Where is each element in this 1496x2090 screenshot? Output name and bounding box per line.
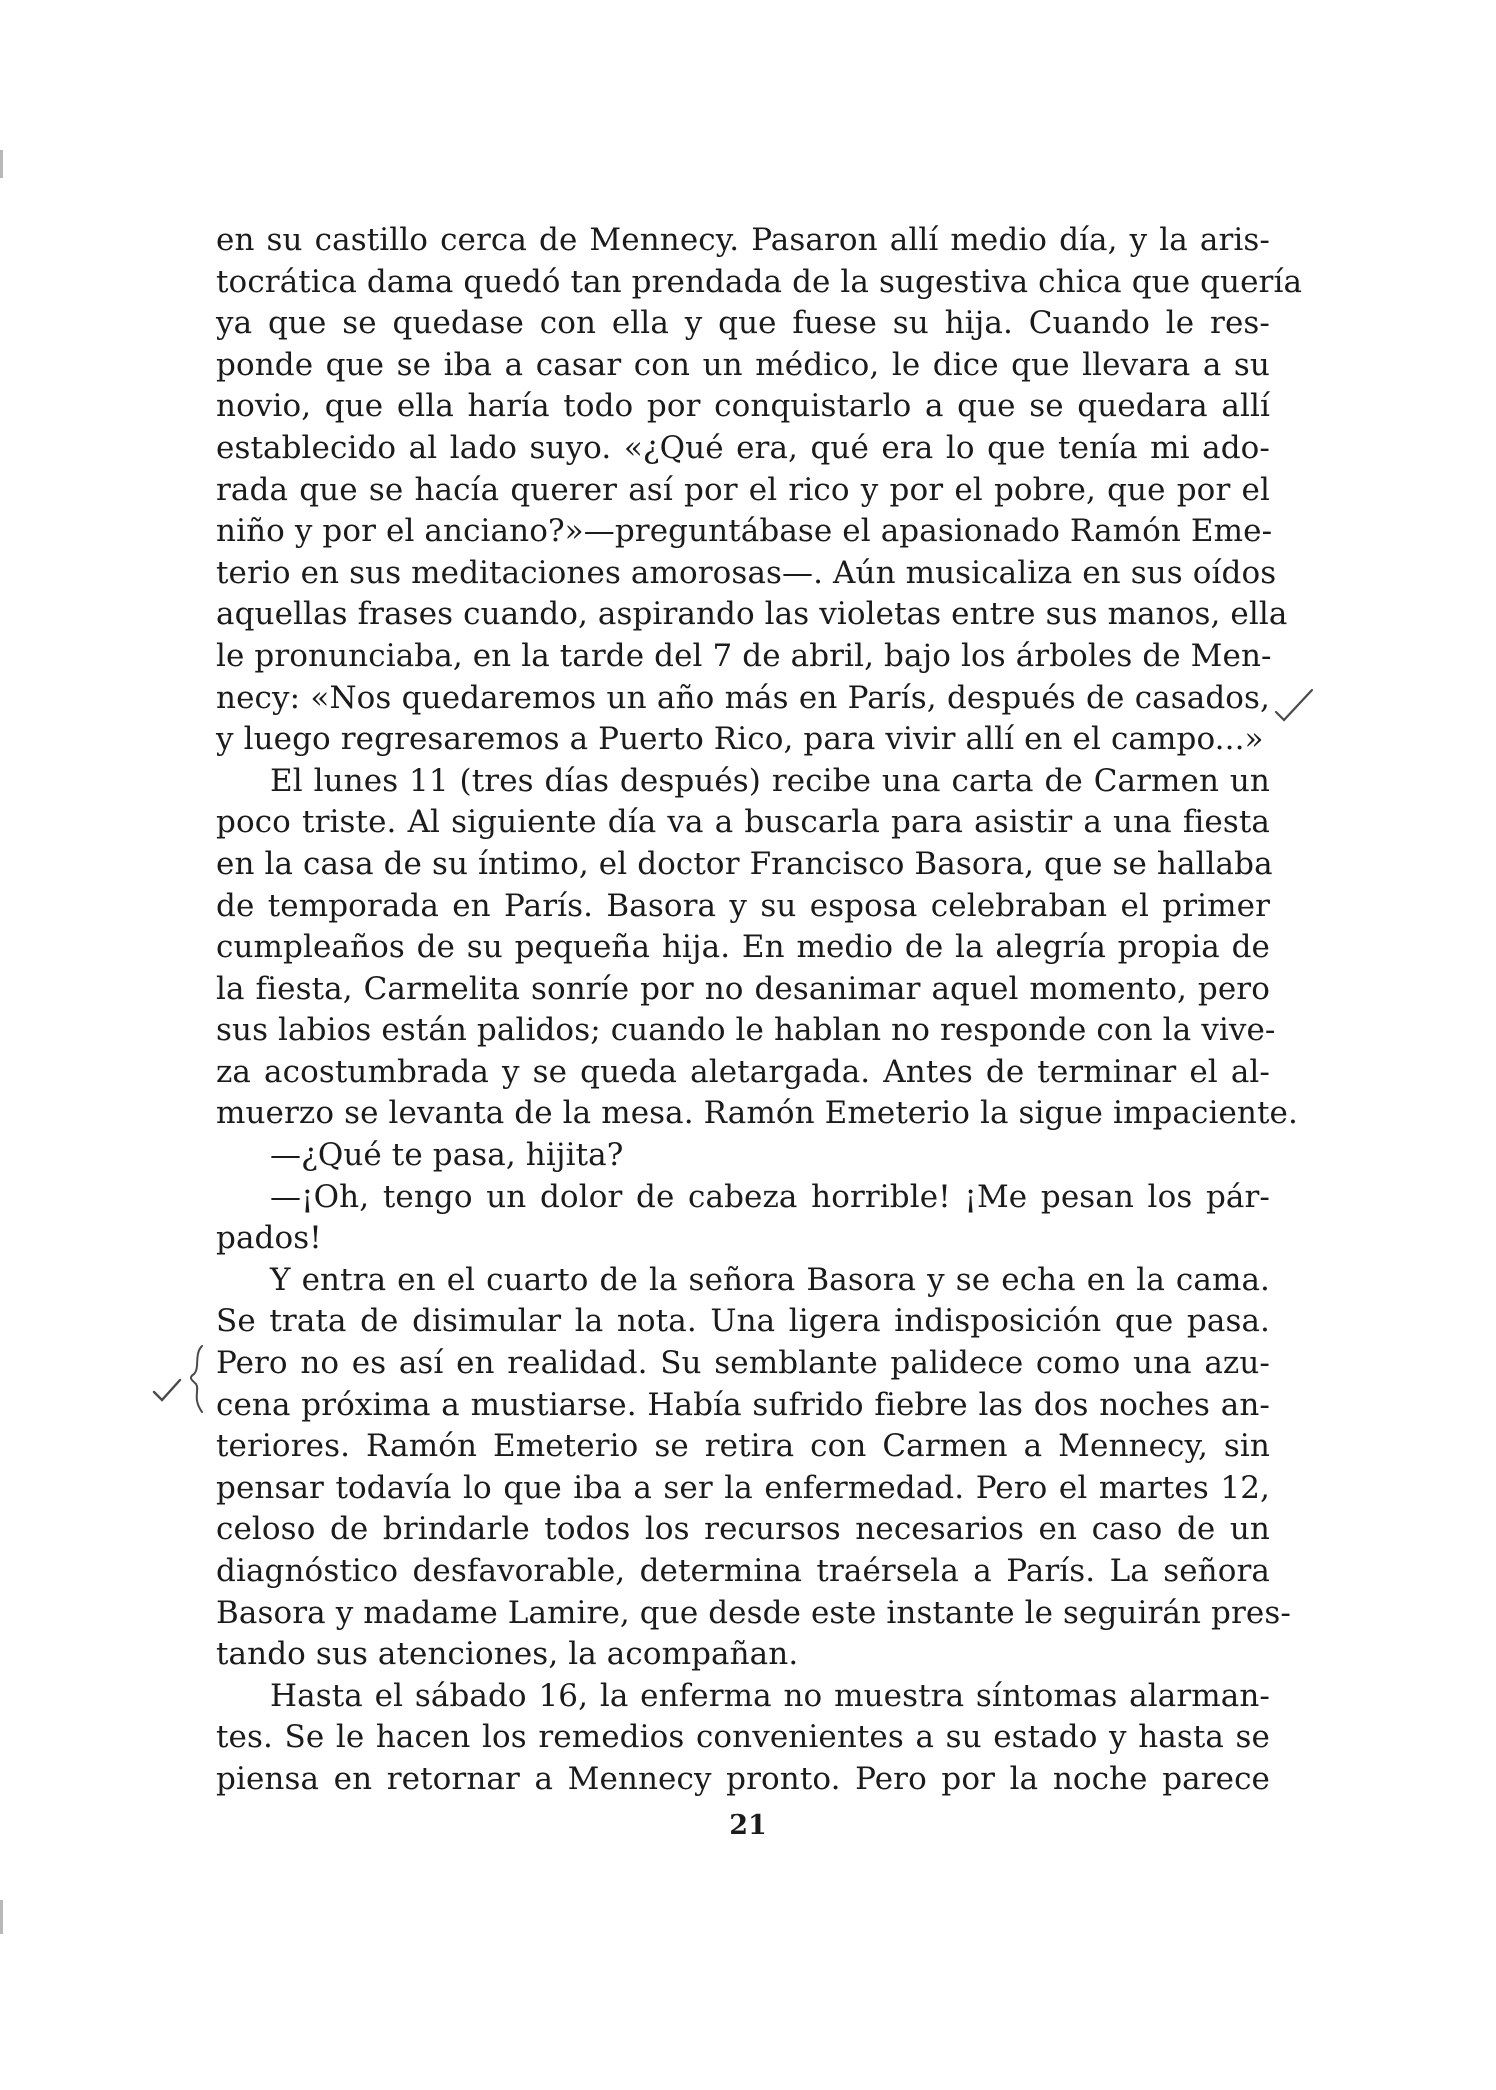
text-line: poco triste. Al siguiente día va a buscarla para asistir a una fiesta bbox=[216, 804, 1270, 841]
text-line: le pronunciaba, en la tarde del 7 de abril, bajo los árboles de Men- bbox=[216, 637, 1272, 674]
text-line: tando sus atenciones, la acompañan. bbox=[216, 1636, 799, 1673]
body-text bbox=[216, 220, 1303, 1801]
text-line: y luego regresaremos a Puerto Rico, para vivir allí en el campo...» bbox=[216, 721, 1264, 758]
text-line: El lunes 11 (tres días después) recibe una carta de Carmen un bbox=[270, 762, 1270, 799]
page-edge-speck bbox=[0, 1900, 3, 1934]
text-line: de temporada en París. Basora y su esposa celebraban el primer bbox=[216, 887, 1270, 924]
text-line: muerzo se levanta de la mesa. Ramón Emeterio la sigue impaciente. bbox=[216, 1095, 1298, 1132]
page-number: 21 bbox=[729, 1810, 767, 1841]
text-line: ya que se quedase con ella y que fuese su hija. Cuando le res- bbox=[216, 305, 1270, 342]
text-line: pensar todavía lo que iba a ser la enfermedad. Pero el martes 12, bbox=[216, 1469, 1270, 1506]
text-line: tes. Se le hacen los remedios convenientes a su estado y hasta se bbox=[216, 1719, 1270, 1756]
text-line: Se trata de disimular la nota. Una ligera indisposición que pasa. bbox=[216, 1303, 1270, 1340]
text-line: la fiesta, Carmelita sonríe por no desanimar aquel momento, pero bbox=[216, 970, 1270, 1007]
text-line: —¿Qué te pasa, hijita? bbox=[270, 1137, 624, 1174]
text-line: niño y por el anciano?»—preguntábase el apasionado Ramón Eme- bbox=[216, 513, 1273, 550]
text-line: cena próxima a mustiarse. Había sufrido fiebre las dos noches an- bbox=[216, 1386, 1270, 1423]
text-line: celoso de brindarle todos los recursos necesarios en caso de un bbox=[216, 1511, 1270, 1548]
text-line: —¡Oh, tengo un dolor de cabeza horrible! ¡Me pesan los pár- bbox=[270, 1178, 1270, 1215]
text-line: sus labios están palidos; cuando le hablan no responde con la vive- bbox=[216, 1012, 1276, 1049]
handwritten-check-mark-icon bbox=[1272, 684, 1316, 726]
text-line: za acostumbrada y se queda aletargada. Antes de terminar el al- bbox=[216, 1053, 1270, 1090]
text-line: terio en sus meditaciones amorosas—. Aún musicaliza en sus oídos bbox=[216, 554, 1277, 591]
text-line: ponde que se iba a casar con un médico, le dice que llevara a su bbox=[216, 346, 1270, 383]
text-line: diagnóstico desfavorable, determina traérsela a París. La señora bbox=[216, 1553, 1270, 1589]
text-line: Y entra en el cuarto de la señora Basora y se echa en la cama. bbox=[270, 1261, 1270, 1298]
page-edge-speck bbox=[0, 150, 3, 178]
text-line: necy: «Nos quedaremos un año más en París, después de casados, bbox=[216, 679, 1270, 716]
text-line: rada que se hacía querer así por el rico y por el pobre, que por el bbox=[216, 471, 1270, 508]
handwritten-margin-check-icon bbox=[150, 1340, 220, 1430]
text-line: en la casa de su íntimo, el doctor Francisco Basora, que se hallaba bbox=[216, 845, 1273, 882]
text-line: Pero no es así en realidad. Su semblante palidece como una azu- bbox=[216, 1345, 1270, 1382]
text-line: en su castillo cerca de Mennecy. Pasaron allí medio día, y la aris- bbox=[216, 222, 1270, 258]
text-line: pados! bbox=[216, 1220, 322, 1257]
text-line: aquellas frases cuando, aspirando las violetas entre sus manos, ella bbox=[216, 596, 1288, 633]
text-line: piensa en retornar a Mennecy pronto. Pero por la noche parece bbox=[216, 1760, 1270, 1797]
text-line: Basora y madame Lamire, que desde este instante le seguirán pres- bbox=[216, 1594, 1291, 1631]
text-line: teriores. Ramón Emeterio se retira con Carmen a Mennecy, sin bbox=[216, 1428, 1270, 1465]
text-line: novio, que ella haría todo por conquistarlo a que se quedara allí bbox=[216, 388, 1270, 425]
text-line: establecido al lado suyo. «¿Qué era, qué era lo que tenía mi ado- bbox=[216, 429, 1270, 466]
text-line: cumpleaños de su pequeña hija. En medio de la alegría propia de bbox=[216, 929, 1270, 966]
text-line: Hasta el sábado 16, la enferma no muestra síntomas alarman- bbox=[270, 1677, 1270, 1714]
text-line: tocrática dama quedó tan prendada de la sugestiva chica que quería bbox=[216, 263, 1303, 300]
